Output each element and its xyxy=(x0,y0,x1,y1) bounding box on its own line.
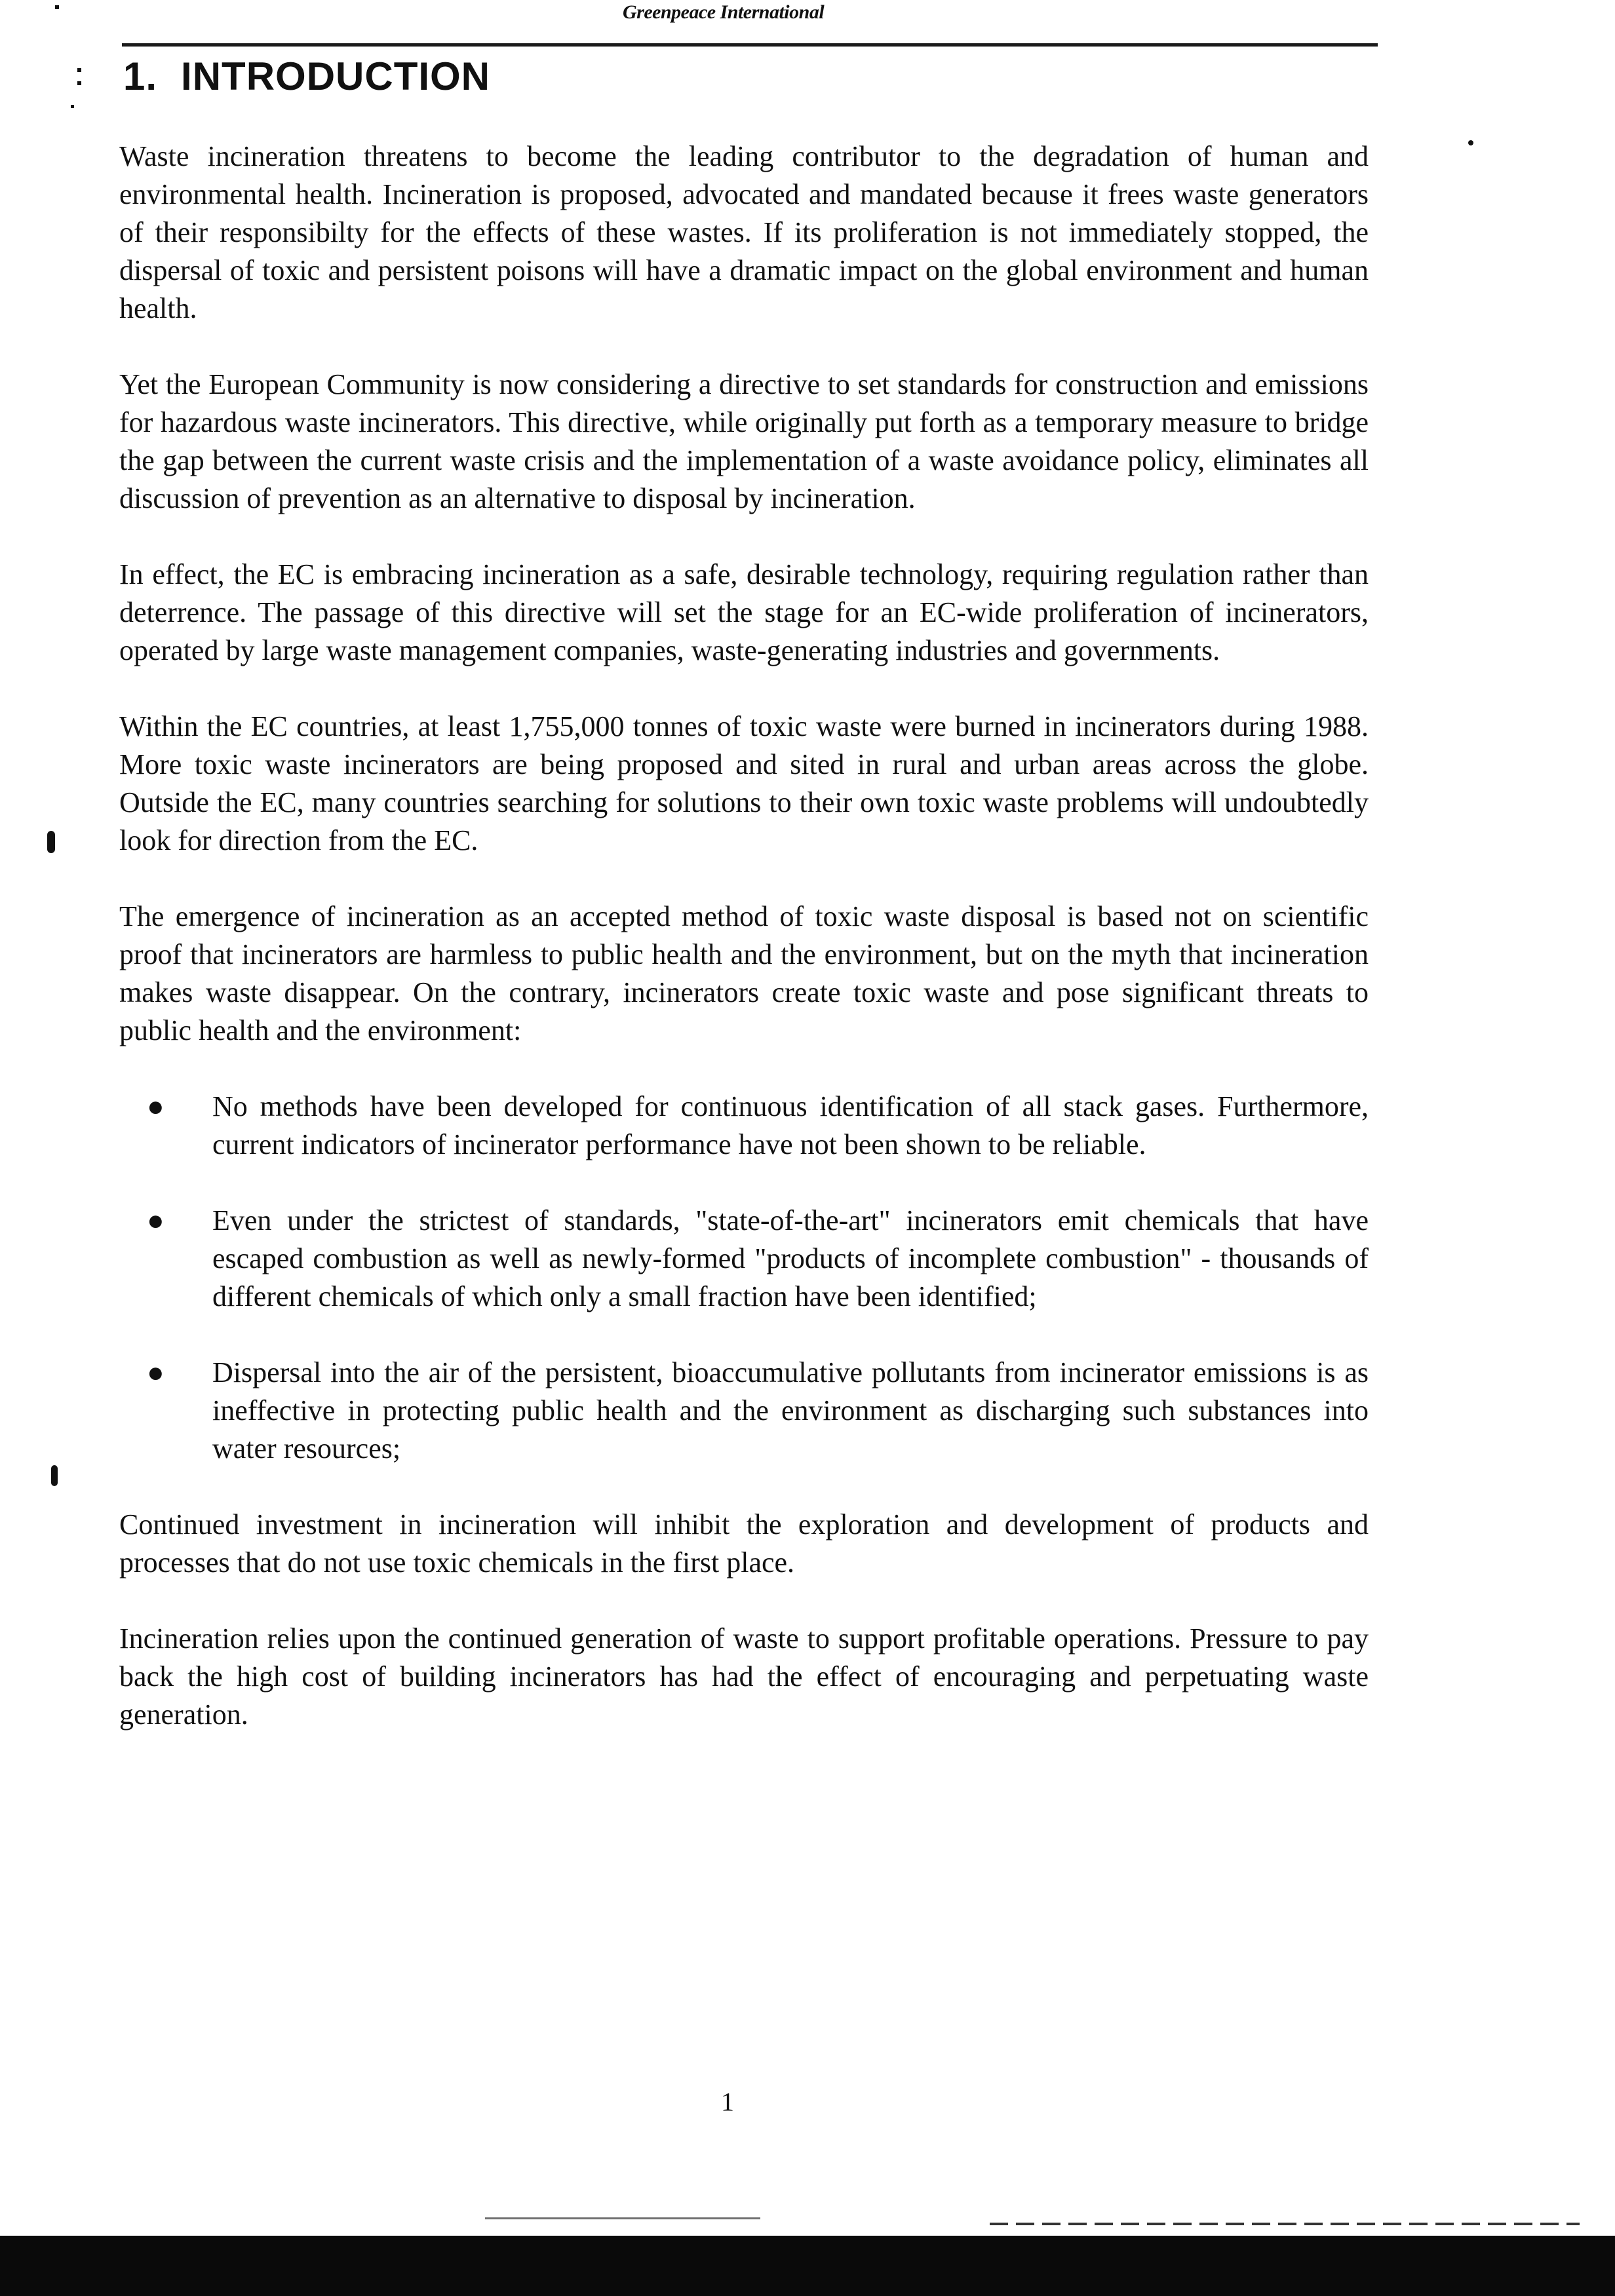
list-item xyxy=(119,1202,1369,1316)
paragraph: Incineration relies upon the continued generation of waste to support profitable operations. Pressure to pay back the high cost of building incinerators has had the effect of encouraging and perpetuating waste generation. xyxy=(119,1622,1369,1731)
paragraph: Continued investment in incineration will inhibit the exploration and development of products and processes that do not use toxic chemicals in the first place. xyxy=(119,1508,1369,1578)
scan-artifact xyxy=(485,2217,760,2219)
footer-scan-band xyxy=(0,2236,1615,2296)
scan-artifact xyxy=(77,68,81,72)
list-item-text: No methods have been developed for continuous identification of all stack gases. Furthermore, current indicators of incinerator performance have not been shown to be reliable. xyxy=(212,1090,1369,1160)
section-heading xyxy=(123,54,490,99)
header-rule xyxy=(122,43,1378,47)
list-item-text: Dispersal into the air of the persistent, bioaccumulative pollutants from incinerator emissions is as ineffective in protecting public health and the environment as discharging such substances into water resources; xyxy=(212,1356,1369,1464)
scan-artifact xyxy=(77,81,81,85)
bullet-icon: ● xyxy=(147,1090,165,1122)
scan-artifact xyxy=(55,5,59,9)
list-item xyxy=(119,1354,1369,1468)
paragraph: Yet the European Community is now considering a directive to set standards for construction and emissions for hazardous waste incinerators. This directive, while originally put forth as a temporary measure to bridge the gap between the current waste crisis and the implementation of a waste avoidance policy, eliminates all discussion of prevention as an alternative to disposal by incineration. xyxy=(119,368,1369,514)
list-item xyxy=(119,1088,1369,1164)
page-number: 1 xyxy=(721,2087,734,2116)
paragraph: In effect, the EC is embracing incineration as a safe, desirable technology, requiring regulation rather than deterrence. The passage of this directive will set the stage for an EC-wide proliferation of incinerators, operated by large waste management companies, waste-generating industries and governments. xyxy=(119,558,1369,666)
scan-artifact xyxy=(71,105,74,108)
paragraph: Waste incineration threatens to become the leading contributor to the degradation of human and environmental health. Incineration is proposed, advocated and mandated because it frees waste generators of their responsibilty for the effects of these wastes. If its proliferation is not immediately stopped, the dispersal of toxic and persistent poisons will have a dramatic impact on the global environment and human health. xyxy=(119,140,1369,324)
scan-artifact xyxy=(47,831,55,853)
section-title: INTRODUCTION xyxy=(181,54,491,98)
paragraph: The emergence of incineration as an accepted method of toxic waste disposal is based not on scientific proof that incinerators are harmless to public health and the environment, but on the myth that incineration makes waste disappear. On the contrary, incinerators create toxic waste and pose significant threats to public health and the environment: xyxy=(119,900,1369,1046)
scan-artifact xyxy=(990,2223,1580,2225)
list-item-text: Even under the strictest of standards, "state-of-the-art" incinerators emit chemicals that have escaped combustion as well as newly-formed "products of incomplete combustion" - thousands of different chemicals of which only a small fraction have been identified; xyxy=(212,1204,1369,1312)
section-number: 1. xyxy=(123,54,158,98)
scan-artifact xyxy=(51,1465,58,1486)
bullet-icon: ● xyxy=(147,1356,165,1388)
bullet-list xyxy=(119,1088,1369,1468)
scan-artifact xyxy=(1468,140,1473,145)
organization-header: Greenpeace International xyxy=(623,1,825,23)
paragraph: Within the EC countries, at least 1,755,000 tonnes of toxic waste were burned in incinerators during 1988. More toxic waste incinerators are being proposed and sited in rural and urban areas across the globe. Outside the EC, many countries searching for solutions to their own toxic waste problems will undoubtedly look for direction from the EC. xyxy=(119,710,1369,856)
bullet-icon: ● xyxy=(147,1204,165,1236)
body-text xyxy=(119,138,1369,1772)
